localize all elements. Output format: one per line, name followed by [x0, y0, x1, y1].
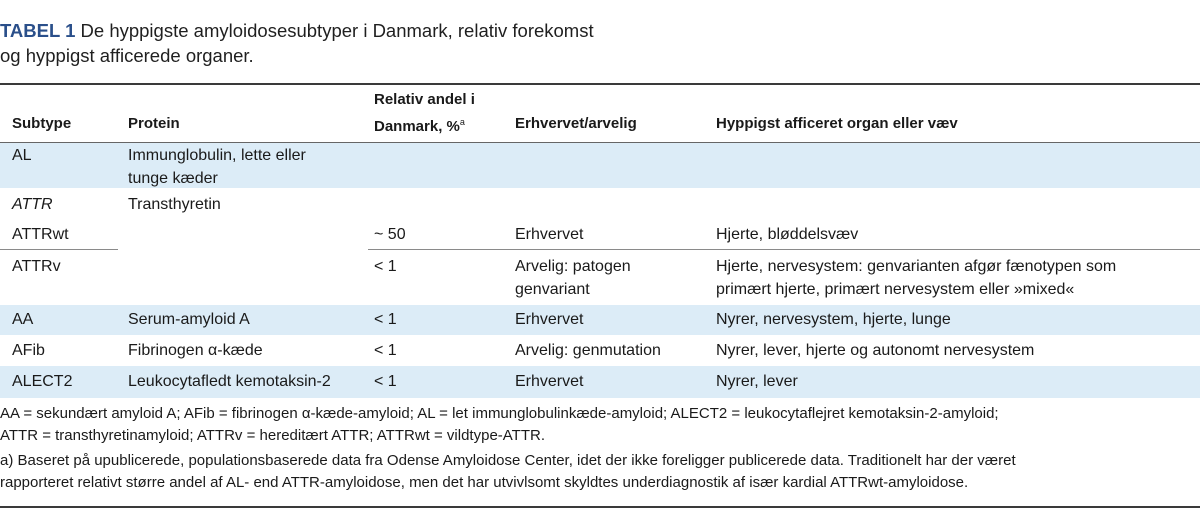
- footnote-abbreviations-line1: AA = sekundært amyloid A; AFib = fibrinogen α-kæde-amyloid; AL = let immunglobulinkæde-amyloid; ALECT2 = leukocytaflejret kemotaksin-2-amyloid;: [0, 405, 999, 422]
- table-cell-organ-alect2: Nyrer, lever: [716, 373, 798, 390]
- table-cell-protein-al: [128, 144, 306, 190]
- caption-text-line2: og hyppigst afficerede organer.: [0, 45, 254, 66]
- caption-text-line1: De hyppigste amyloidosesubtyper i Danmark, relativ forekomst: [75, 20, 594, 41]
- table-cell-organ-afib: Nyrer, lever, hjerte og autonomt nervesystem: [716, 342, 1035, 359]
- footnote-a-line1: a) Baseret på upublicerede, populationsbaserede data fra Odense Amyloidose Center, idet der ikke foreligger publicerede data. Traditionelt har der været: [0, 452, 1016, 469]
- table-cell-acquired-attrv: [515, 255, 631, 301]
- header-protein: Protein: [128, 115, 180, 132]
- acquired-attrv-line2: genvariant: [515, 281, 590, 298]
- table-cell-subtype-afib: AFib: [12, 342, 45, 359]
- caption-label: TABEL 1: [0, 20, 76, 41]
- table-cell-protein-afib: Fibrinogen α-kæde: [128, 342, 263, 359]
- table-cell-share-attrv: < 1: [374, 258, 397, 275]
- table-cell-subtype-alect2: ALECT2: [12, 373, 73, 390]
- table-cell-organ-attrwt: Hjerte, bløddelsvæv: [716, 226, 859, 243]
- header-subtype: Subtype: [12, 115, 72, 132]
- footnote-a-line2: rapporteret relativt større andel af AL- end ATTR-amyloidose, men det har utvivlsomt skyldtes underdiagnostik af især kardial ATTRwt-amyloidose.: [0, 474, 969, 491]
- table-cell-share-attrwt: ~ 50: [374, 226, 406, 243]
- table-cell-organ-attrv: [716, 255, 1116, 301]
- table-cell-protein-alect2: Leukocytafledt kemotaksin-2: [128, 373, 331, 390]
- header-organ: Hyppigst afficeret organ eller væv: [716, 115, 958, 132]
- table-cell-acquired-afib: Arvelig: genmutation: [515, 342, 661, 359]
- table-cell-share-alect2: < 1: [374, 373, 397, 390]
- organ-attrv-line1: Hjerte, nervesystem: genvarianten afgør fænotypen som: [716, 258, 1117, 275]
- table-cell-protein-attr: Transthyretin: [128, 196, 221, 213]
- table-cell-subtype-aa: AA: [12, 311, 34, 328]
- header-share-footnote-mark: a: [459, 117, 465, 127]
- table-cell-acquired-aa: Erhvervet: [515, 311, 584, 328]
- header-share-line1: Relativ andel i: [374, 91, 475, 108]
- top-rule: [0, 83, 1200, 85]
- table-cell-acquired-alect2: Erhvervet: [515, 373, 584, 390]
- table-cell-subtype-attr: ATTR: [12, 196, 53, 213]
- header-acquired: Erhvervet/arvelig: [515, 115, 637, 132]
- footnote-abbreviations-line2: ATTR = transthyretinamyloid; ATTRv = hereditært ATTR; ATTRwt = vildtype-ATTR.: [0, 427, 545, 444]
- table-cell-acquired-attrwt: Erhvervet: [515, 226, 584, 243]
- table-caption: [0, 18, 720, 68]
- row-divider-right: [368, 249, 1200, 250]
- table-cell-subtype-attrwt: ATTRwt: [12, 226, 69, 243]
- table-cell-share-afib: < 1: [374, 342, 397, 359]
- protein-al-line1: Immunglobulin, lette eller: [128, 147, 306, 164]
- acquired-attrv-line1: Arvelig: patogen: [515, 258, 631, 275]
- protein-al-line2: tunge kæder: [128, 170, 218, 187]
- bottom-rule: [0, 506, 1200, 508]
- table-cell-organ-aa: Nyrer, nervesystem, hjerte, lunge: [716, 311, 951, 328]
- header-share: [374, 88, 475, 138]
- table-cell-share-aa: < 1: [374, 311, 397, 328]
- row-divider-left: [0, 249, 118, 250]
- table-cell-subtype-al: AL: [12, 147, 32, 164]
- table-cell-subtype-attrv: ATTRv: [12, 258, 61, 275]
- table-cell-protein-aa: Serum-amyloid A: [128, 311, 250, 328]
- organ-attrv-line2: primært hjerte, primært nervesystem eller »mixed«: [716, 281, 1075, 298]
- header-share-line2: Danmark, %: [374, 118, 460, 135]
- table-footnotes: [0, 403, 1198, 494]
